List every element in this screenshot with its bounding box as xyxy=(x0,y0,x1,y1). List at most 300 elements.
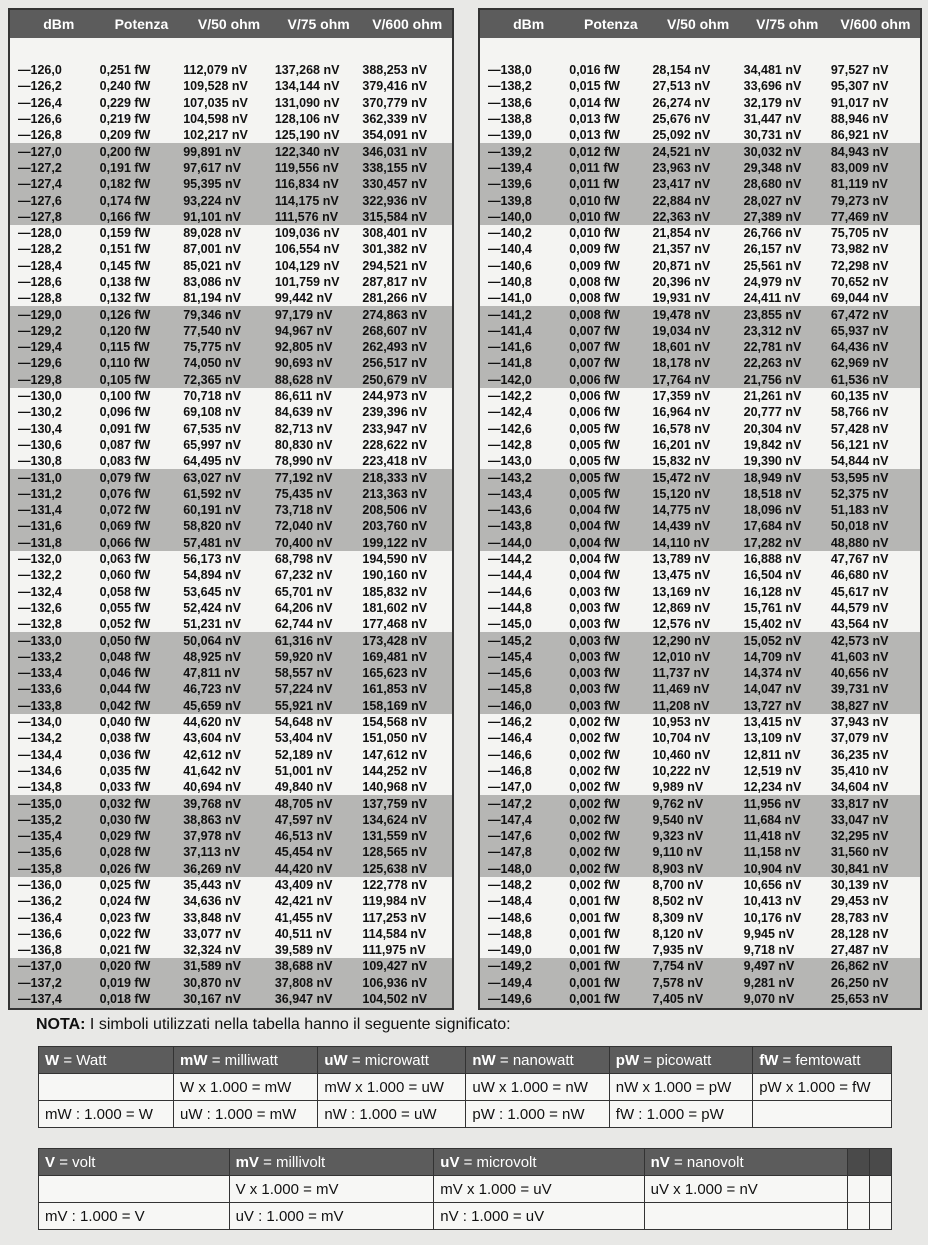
cell-v50: 7,578 nV xyxy=(652,975,704,990)
cell-dbm: —127,6 xyxy=(18,193,62,208)
cell-v600: 33,047 nV xyxy=(830,812,889,827)
cell-v75: 21,756 nV xyxy=(743,372,802,387)
cell-v600: 72,298 nV xyxy=(830,258,889,273)
cell-v600: 128,565 nV xyxy=(362,845,428,860)
cell-dbm: —132,8 xyxy=(18,617,62,632)
cell-potenza: 0,008 fW xyxy=(569,275,620,289)
cell-v75: 25,561 nV xyxy=(743,258,802,273)
cell-potenza: 0,023 fW xyxy=(99,910,151,925)
cell-v50: 15,832 nV xyxy=(652,454,711,469)
table-row xyxy=(480,486,920,502)
table-row xyxy=(480,78,920,94)
cell-v50: 14,439 nV xyxy=(652,519,711,534)
legend-power-table xyxy=(38,1046,892,1128)
cell-v600: 38,827 nV xyxy=(830,698,889,713)
cell-v600: 114,584 nV xyxy=(362,926,427,941)
cell-potenza: 0,229 fW xyxy=(99,95,151,110)
legend-conversion-cell xyxy=(39,1074,174,1101)
cell-v600: 79,273 nV xyxy=(830,193,889,208)
cell-potenza: 0,132 fW xyxy=(99,291,151,306)
cell-v50: 15,120 nV xyxy=(652,486,711,501)
cell-v50: 50,064 nV xyxy=(183,633,241,648)
cell-dbm: —148,8 xyxy=(488,926,532,941)
cell-v75: 73,718 nV xyxy=(274,503,333,518)
cell-potenza: 0,005 fW xyxy=(569,486,620,501)
cell-v50: 14,775 nV xyxy=(652,503,711,518)
cell-dbm: —134,6 xyxy=(18,763,62,778)
cell-v75: 70,400 nV xyxy=(274,535,333,550)
cell-v75: 137,268 nV xyxy=(274,63,340,78)
table-row xyxy=(480,665,920,681)
cell-v600: 29,453 nV xyxy=(830,894,889,909)
header-v75: V/75 ohm xyxy=(756,16,819,32)
cell-potenza: 0,251 fW xyxy=(99,63,151,78)
cell-v600: 147,612 nV xyxy=(362,747,428,762)
table-row xyxy=(10,958,452,974)
table-row xyxy=(10,62,452,78)
cell-v600: 194,590 nV xyxy=(362,552,428,567)
cell-dbm: —140,8 xyxy=(488,275,532,289)
cell-v600: 35,410 nV xyxy=(830,763,889,778)
cell-v75: 131,090 nV xyxy=(274,95,340,110)
cell-v75: 17,684 nV xyxy=(743,519,802,534)
cell-potenza: 0,035 fW xyxy=(99,763,151,778)
cell-v75: 59,920 nV xyxy=(274,649,333,664)
cell-v50: 52,424 nV xyxy=(183,600,241,615)
cell-dbm xyxy=(10,1008,100,1010)
legend-conversion-cell: W x 1.000 = mW xyxy=(174,1074,318,1101)
cell-potenza: 0,006 fW xyxy=(569,389,620,404)
cell-v75: 16,888 nV xyxy=(743,552,802,567)
cell-v600 xyxy=(362,1008,452,1010)
cell-v75: 64,206 nV xyxy=(274,600,333,615)
cell-potenza: 0,076 fW xyxy=(99,486,151,501)
cell-v75: 31,447 nV xyxy=(743,112,802,127)
cell-potenza: 0,002 fW xyxy=(569,715,620,730)
cell-v600: 86,921 nV xyxy=(830,128,889,143)
legend-unit-cell xyxy=(753,1047,892,1074)
header-dbm: dBm xyxy=(513,16,545,32)
cell-v600: 262,493 nV xyxy=(362,340,428,355)
cell-dbm: —131,8 xyxy=(18,535,62,550)
table-row xyxy=(480,909,920,925)
cell-potenza: 0,002 fW xyxy=(569,861,620,876)
legend-unit-cell xyxy=(318,1047,466,1074)
cell-v600: 294,521 nV xyxy=(362,258,428,273)
cell-v50: 97,617 nV xyxy=(183,160,241,175)
cell-v600: 62,969 nV xyxy=(830,356,889,371)
cell-potenza: 0,079 fW xyxy=(99,470,151,485)
cell-dbm: —144,8 xyxy=(488,600,532,615)
cell-v600: 42,573 nV xyxy=(830,633,889,648)
table-row xyxy=(10,861,452,877)
cell-v75: 38,688 nV xyxy=(274,959,333,974)
table-row xyxy=(10,649,452,665)
cell-v600: 47,767 nV xyxy=(830,552,889,567)
cell-potenza: 0,166 fW xyxy=(99,209,151,224)
cell-v50: 33,848 nV xyxy=(183,910,241,925)
cell-dbm: —130,0 xyxy=(18,389,62,404)
cell-v75: 82,713 nV xyxy=(274,421,333,436)
table-row xyxy=(480,828,920,844)
cell-v600: 134,624 nV xyxy=(362,812,428,827)
unit-symbol: fW xyxy=(759,1051,779,1069)
cell-v600: 119,984 nV xyxy=(362,894,427,909)
cell-potenza: 0,001 fW xyxy=(569,894,620,909)
cell-v75: 125,190 nV xyxy=(274,128,340,143)
header-v50: V/50 ohm xyxy=(197,16,261,32)
cell-dbm: —139,6 xyxy=(488,177,532,192)
cell-v50: 44,620 nV xyxy=(183,715,241,730)
legend-conversion-row xyxy=(39,1176,892,1203)
cell-dbm: —134,2 xyxy=(18,731,62,746)
cell-potenza: 0,005 fW xyxy=(569,454,620,469)
cell-potenza: 0,048 fW xyxy=(99,649,151,664)
header-v75: V/75 ohm xyxy=(287,16,350,32)
legend-conversion-row xyxy=(39,1101,892,1128)
cell-v600: 117,253 nV xyxy=(362,910,427,925)
table-row xyxy=(480,632,920,648)
cell-v50: 81,194 nV xyxy=(183,291,241,306)
cell-v50: 19,034 nV xyxy=(652,323,711,338)
cell-v50: 56,173 nV xyxy=(183,552,241,567)
cell-potenza: 0,126 fW xyxy=(99,307,151,322)
cell-v50: 11,208 nV xyxy=(652,698,710,713)
unit-symbol: pW xyxy=(615,1051,640,1069)
table-row xyxy=(10,404,452,420)
table-row xyxy=(480,616,920,632)
cell-dbm: —140,2 xyxy=(488,226,532,241)
cell-potenza: 0,240 fW xyxy=(99,79,151,94)
cell-v50: 41,642 nV xyxy=(183,763,241,778)
cell-potenza: 0,083 fW xyxy=(99,454,151,469)
cell-dbm: —146,2 xyxy=(488,715,532,730)
cell-v75: 22,263 nV xyxy=(743,356,802,371)
cell-v600: 53,595 nV xyxy=(830,470,889,485)
cell-potenza: 0,025 fW xyxy=(99,877,151,892)
cell-potenza: 0,044 fW xyxy=(99,682,151,697)
cell-dbm: —136,0 xyxy=(18,877,62,892)
cell-v75: 9,945 nV xyxy=(743,926,795,941)
cell-v50: 64,495 nV xyxy=(183,454,241,469)
table-row xyxy=(10,877,452,893)
cell-v75: 61,316 nV xyxy=(274,633,333,648)
cell-v50: 10,704 nV xyxy=(652,731,711,746)
cell-potenza: 0,005 fW xyxy=(569,437,620,452)
cell-potenza: 0,069 fW xyxy=(99,519,151,534)
cell-v75: 26,766 nV xyxy=(743,226,802,241)
legend-header-row xyxy=(39,1149,892,1176)
cell-potenza: 0,010 fW xyxy=(569,209,620,224)
cell-v600: 104,502 nV xyxy=(362,992,428,1007)
cell-v75: 18,949 nV xyxy=(743,470,802,485)
cell-v50: 79,346 nV xyxy=(183,307,241,322)
cell-v75: 54,648 nV xyxy=(274,715,333,730)
cell-v50: 19,478 nV xyxy=(652,307,711,322)
legend-conversion-cell: pW : 1.000 = nW xyxy=(466,1101,609,1128)
cell-v50: 67,535 nV xyxy=(183,421,241,436)
table-row xyxy=(10,241,452,257)
cell-v50: 99,891 nV xyxy=(183,144,241,159)
cell-potenza: 0,060 fW xyxy=(99,568,151,583)
cell-potenza: 0,001 fW xyxy=(569,943,620,958)
cell-v75: 36,947 nV xyxy=(274,992,333,1007)
table-row xyxy=(480,209,920,225)
cell-v600: 60,135 nV xyxy=(830,389,889,404)
cell-v50: 39,768 nV xyxy=(183,796,241,811)
cell-dbm: —128,6 xyxy=(18,275,62,289)
cell-v600: 46,680 nV xyxy=(830,568,889,583)
table-row xyxy=(480,584,920,600)
cell-v600: 140,968 nV xyxy=(362,780,428,795)
cell-v75: 23,312 nV xyxy=(743,323,802,338)
cell-v50: 23,963 nV xyxy=(652,160,711,175)
cell-v600: 228,622 nV xyxy=(362,437,428,452)
cell-v600: 32,295 nV xyxy=(830,829,889,844)
table-row xyxy=(10,469,452,485)
cell-dbm: —129,6 xyxy=(18,356,62,371)
legend-conversion-cell: mV x 1.000 = uV xyxy=(434,1176,644,1203)
cell-v50: 16,578 nV xyxy=(652,421,711,436)
cell-v75: 19,842 nV xyxy=(743,437,802,452)
cell-v50: 8,309 nV xyxy=(652,910,704,925)
legend-header-row xyxy=(39,1047,892,1074)
cell-dbm: —134,0 xyxy=(18,715,62,730)
legend-unit-cell xyxy=(847,1149,869,1176)
legend-unit-cell xyxy=(39,1149,230,1176)
cell-v75: 10,904 nV xyxy=(743,861,802,876)
table-row xyxy=(10,926,452,942)
cell-v75: 128,106 nV xyxy=(274,112,340,127)
cell-potenza: 0,004 fW xyxy=(569,568,620,583)
cell-potenza: 0,001 fW xyxy=(569,975,620,990)
cell-v50: 54,894 nV xyxy=(183,568,241,583)
cell-dbm: —129,8 xyxy=(18,372,62,387)
cell-dbm: —139,4 xyxy=(488,160,532,175)
cell-v75: 16,504 nV xyxy=(743,568,802,583)
cell-v75: 33,696 nV xyxy=(743,79,802,94)
cell-potenza: 0,011 fW xyxy=(569,160,620,175)
cell-v75: 30,032 nV xyxy=(743,144,802,159)
table-row xyxy=(480,535,920,551)
cell-v600: 388,253 nV xyxy=(362,63,428,78)
legend-conversion-row xyxy=(39,1203,892,1230)
cell-v600: 52,375 nV xyxy=(830,486,889,501)
cell-v50: 102,217 nV xyxy=(183,128,248,143)
table-row xyxy=(10,160,452,176)
table-row xyxy=(10,209,452,225)
header-v50: V/50 ohm xyxy=(666,16,730,32)
cell-potenza: 0,002 fW xyxy=(569,780,620,795)
unit-description: = microwatt xyxy=(351,1051,429,1069)
table-row xyxy=(480,714,920,730)
table-row xyxy=(480,355,920,371)
cell-v50: 65,997 nV xyxy=(183,437,241,452)
cell-potenza: 0,002 fW xyxy=(569,731,620,746)
cell-v75: 12,519 nV xyxy=(743,763,802,778)
cell-v50: 63,027 nV xyxy=(183,470,241,485)
cell-dbm: —143,8 xyxy=(488,519,532,534)
table-row xyxy=(480,290,920,306)
cell-v600: 109,427 nV xyxy=(362,959,428,974)
table-row xyxy=(480,698,920,714)
cell-v75: 84,639 nV xyxy=(274,405,333,420)
cell-potenza: 0,042 fW xyxy=(99,698,151,713)
legend-conversion-cell: mW : 1.000 = W xyxy=(39,1101,174,1128)
cell-v75: 122,340 nV xyxy=(274,144,340,159)
cell-dbm: —141,4 xyxy=(488,323,532,338)
cell-v50: 87,001 nV xyxy=(183,242,241,257)
legend-conversion-cell: V x 1.000 = mV xyxy=(229,1176,434,1203)
table-row xyxy=(10,844,452,860)
cell-potenza: 0,087 fW xyxy=(99,437,151,452)
table-row xyxy=(480,62,920,78)
cell-v75: 18,096 nV xyxy=(743,503,802,518)
cell-v75: 53,404 nV xyxy=(274,731,333,746)
cell-v75: 20,777 nV xyxy=(743,405,802,420)
cell-potenza: 0,004 fW xyxy=(569,503,620,518)
cell-potenza xyxy=(100,1008,184,1010)
cell-v50: 30,870 nV xyxy=(183,975,241,990)
table-row xyxy=(480,111,920,127)
cell-potenza: 0,100 fW xyxy=(99,389,151,404)
table-row xyxy=(10,290,452,306)
table-row xyxy=(10,502,452,518)
cell-dbm: —137,4 xyxy=(18,992,62,1007)
cell-v75: 24,979 nV xyxy=(743,275,802,289)
table-row xyxy=(480,258,920,274)
table-row xyxy=(480,306,920,322)
cell-v50: 36,269 nV xyxy=(183,861,241,876)
cell-dbm: —126,6 xyxy=(18,112,62,127)
cell-v50: 34,636 nV xyxy=(183,894,241,909)
legend-conversion-row xyxy=(39,1074,892,1101)
unit-description: = nanovolt xyxy=(673,1153,744,1171)
table-row xyxy=(480,844,920,860)
cell-v75: 11,684 nV xyxy=(743,812,801,827)
cell-potenza: 0,004 fW xyxy=(569,519,620,534)
header-dbm: dBm xyxy=(43,16,75,32)
note-title xyxy=(36,1016,511,1034)
cell-v50: 91,101 nV xyxy=(183,209,241,224)
header-potenza: Potenza xyxy=(584,16,638,32)
cell-dbm: —132,2 xyxy=(18,568,62,583)
cell-v600: 37,079 nV xyxy=(830,731,889,746)
cell-v75: 44,420 nV xyxy=(274,861,333,876)
table-row xyxy=(10,584,452,600)
cell-potenza: 0,007 fW xyxy=(569,356,620,371)
cell-v50: 15,472 nV xyxy=(652,470,711,485)
cell-v75: 14,709 nV xyxy=(743,649,802,664)
cell-v75: 49,840 nV xyxy=(274,780,333,795)
cell-v75: 47,597 nV xyxy=(274,812,333,827)
table-row xyxy=(10,127,452,143)
table-row xyxy=(480,127,920,143)
table-row xyxy=(480,339,920,355)
cell-potenza: 0,151 fW xyxy=(99,242,151,257)
cell-v75: 92,805 nV xyxy=(274,340,333,355)
cell-v600: 36,235 nV xyxy=(830,747,889,762)
cell-v600 xyxy=(831,1008,920,1010)
cell-v50: 16,201 nV xyxy=(652,437,711,452)
cell-potenza: 0,002 fW xyxy=(569,747,620,762)
cell-v600: 370,779 nV xyxy=(362,95,428,110)
cell-v600: 173,428 nV xyxy=(362,633,428,648)
table-row xyxy=(10,192,452,208)
cell-v50: 13,475 nV xyxy=(652,568,711,583)
cell-potenza: 0,003 fW xyxy=(569,649,620,664)
cell-v75: 119,556 nV xyxy=(274,160,339,175)
cell-dbm: —133,8 xyxy=(18,698,62,713)
table-row xyxy=(10,714,452,730)
cell-v600: 165,623 nV xyxy=(362,666,428,681)
cell-v50: 8,700 nV xyxy=(652,877,704,892)
cell-v50: 13,169 nV xyxy=(652,584,711,599)
cell-v600: 31,560 nV xyxy=(830,845,889,860)
unit-symbol: W xyxy=(45,1051,60,1069)
cell-v600: 30,841 nV xyxy=(830,861,889,876)
table-row xyxy=(480,95,920,111)
cell-v75: 68,798 nV xyxy=(274,552,333,567)
cell-v50: 37,978 nV xyxy=(183,829,241,844)
cell-v600: 111,975 nV xyxy=(362,943,426,958)
cell-v50: 25,092 nV xyxy=(652,128,711,143)
cell-v50: 21,854 nV xyxy=(652,226,711,241)
cell-v75: 9,281 nV xyxy=(743,975,795,990)
cell-potenza: 0,001 fW xyxy=(569,959,620,974)
cell-v600: 185,832 nV xyxy=(362,584,428,599)
table-row xyxy=(480,681,920,697)
cell-v75: 12,811 nV xyxy=(743,747,801,762)
table-row xyxy=(480,437,920,453)
cell-dbm: —149,4 xyxy=(488,975,532,990)
legend-conversion-cell: uW : 1.000 = mW xyxy=(174,1101,318,1128)
legend-conversion-cell xyxy=(644,1203,847,1230)
cell-potenza: 0,011 fW xyxy=(569,177,620,192)
cell-v600: 354,091 nV xyxy=(362,128,428,143)
table-row xyxy=(480,779,920,795)
cell-v50: 45,659 nV xyxy=(183,698,241,713)
cell-v600: 25,653 nV xyxy=(830,992,889,1007)
cell-v75: 13,109 nV xyxy=(743,731,802,746)
cell-dbm: —143,4 xyxy=(488,486,532,501)
cell-dbm: —142,2 xyxy=(488,389,532,404)
cell-dbm: —135,8 xyxy=(18,861,62,876)
cell-potenza: 0,120 fW xyxy=(99,323,151,338)
cell-potenza: 0,145 fW xyxy=(99,258,151,273)
cell-potenza: 0,003 fW xyxy=(569,600,620,615)
cell-v75: 27,389 nV xyxy=(743,209,802,224)
table-row xyxy=(480,160,920,176)
cell-v75: 14,047 nV xyxy=(743,682,802,697)
table-row xyxy=(480,942,920,958)
cell-v75: 22,781 nV xyxy=(743,340,802,355)
cell-dbm: —141,8 xyxy=(488,356,532,371)
cell-v50: 75,775 nV xyxy=(183,340,241,355)
legend-conversion-cell xyxy=(847,1176,869,1203)
cell-v50: 21,357 nV xyxy=(652,242,711,257)
cell-v50: 22,884 nV xyxy=(652,193,711,208)
cell-potenza: 0,050 fW xyxy=(99,633,151,648)
cell-v50: 42,612 nV xyxy=(183,747,241,762)
cell-potenza: 0,003 fW xyxy=(569,584,620,599)
cell-dbm: —130,4 xyxy=(18,421,62,436)
cell-v50: 9,110 nV xyxy=(652,845,703,860)
cell-v50: 47,811 nV xyxy=(183,666,241,681)
cell-potenza: 0,003 fW xyxy=(569,617,620,632)
cell-dbm: —131,2 xyxy=(18,486,62,501)
table-row xyxy=(480,1007,920,1010)
